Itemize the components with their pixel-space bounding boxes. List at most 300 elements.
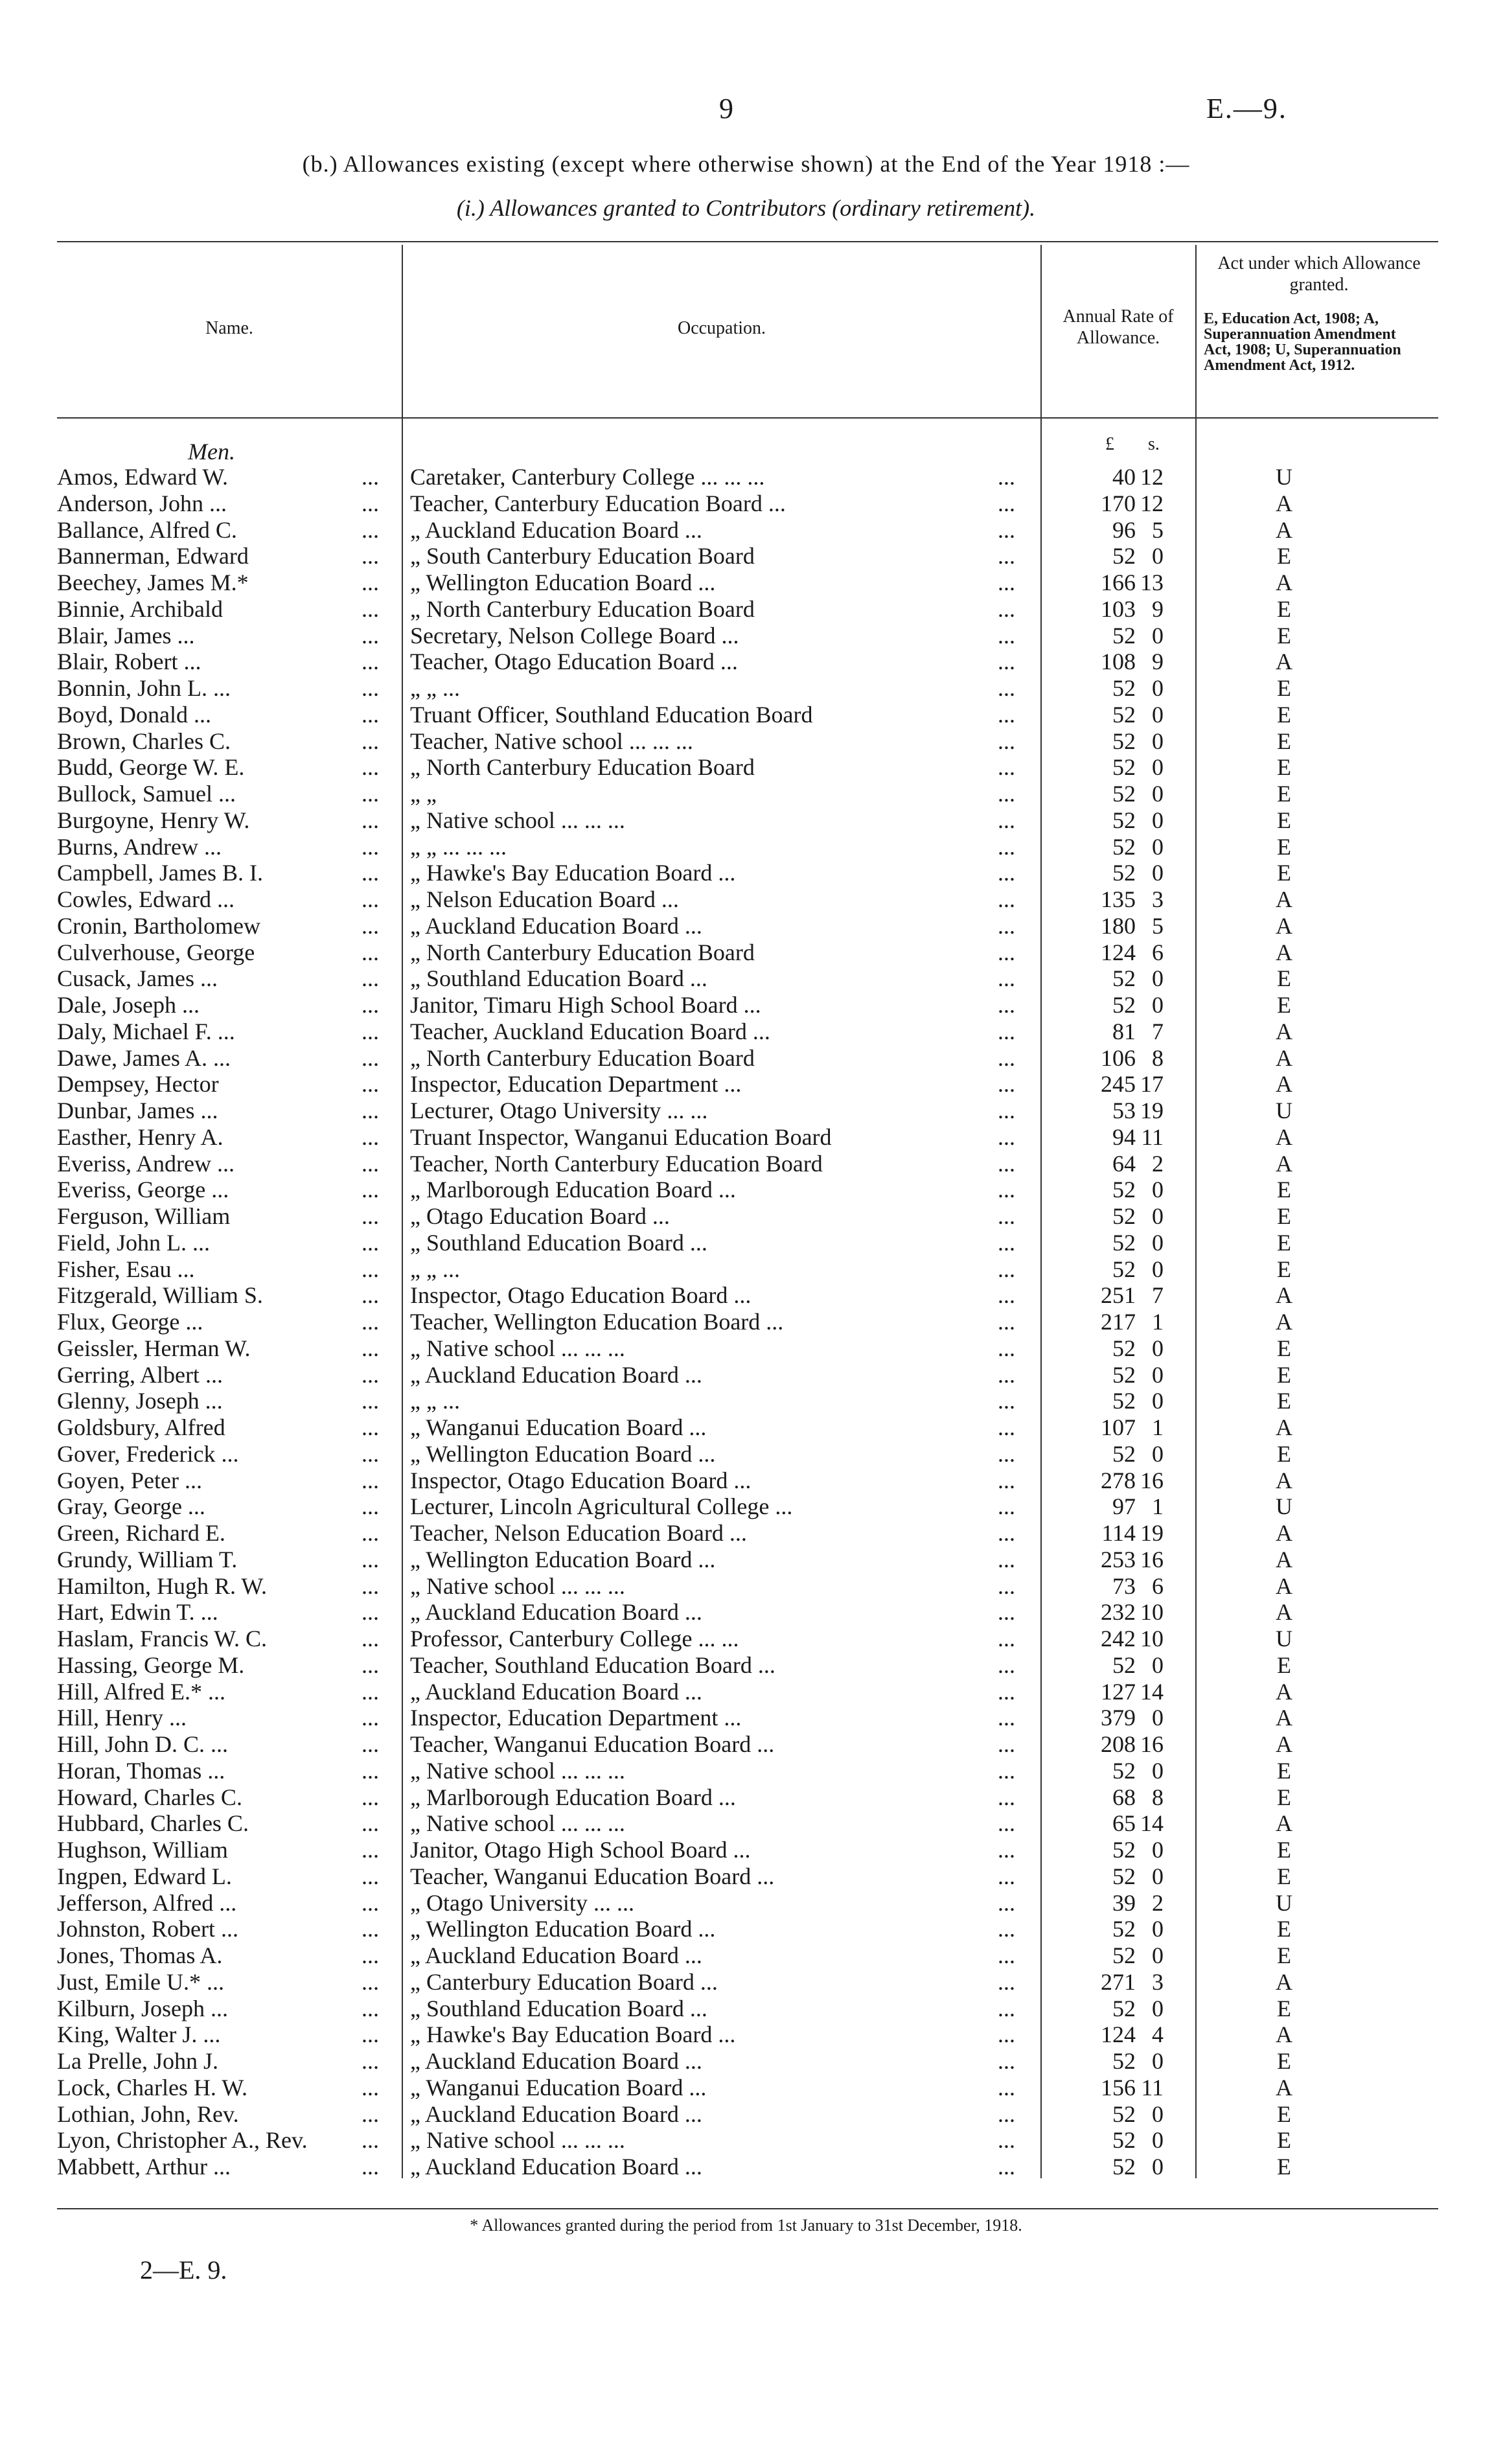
- occupation-cell: Teacher, Canterbury Education Board ...: [410, 490, 786, 516]
- table-row: [0, 834, 1492, 860]
- table-row: [0, 1124, 1492, 1151]
- table-row: [0, 2154, 1492, 2180]
- occupation-cell: „ Southland Education Board ...: [410, 965, 707, 992]
- header-name: Name.: [205, 318, 253, 338]
- occupation-cell: „ Wellington Education Board ...: [410, 570, 716, 595]
- pounds-cell: 52: [1112, 1916, 1136, 1942]
- shillings-cell: 1: [1152, 1493, 1164, 1520]
- header-occupation: Occupation.: [677, 318, 766, 338]
- pounds-cell: 208: [1101, 1731, 1136, 1757]
- name-cell: Easther, Henry A.: [57, 1123, 224, 1150]
- table-row: [0, 2127, 1492, 2154]
- section-label-men: Men.: [188, 439, 235, 465]
- pounds-cell: 170: [1101, 490, 1136, 516]
- act-cell: E: [1277, 2127, 1291, 2154]
- act-cell: E: [1277, 2101, 1291, 2127]
- occupation-leader-dots: ...: [998, 464, 1015, 490]
- shillings-cell: 0: [1152, 2154, 1164, 2180]
- name-leader-dots: ...: [362, 1889, 379, 1916]
- shillings-cell: 2: [1152, 1150, 1164, 1177]
- table-row: [0, 464, 1492, 490]
- act-cell: E: [1277, 1388, 1291, 1414]
- table-row: [0, 1679, 1492, 1705]
- table-row: [0, 543, 1492, 570]
- table-row: [0, 2021, 1492, 2048]
- name-cell: Binnie, Archibald: [57, 595, 223, 622]
- table-row: [0, 886, 1492, 913]
- pounds-cell: 52: [1112, 701, 1136, 728]
- pounds-cell: 278: [1101, 1467, 1136, 1493]
- act-cell: U: [1276, 1889, 1292, 1916]
- name-leader-dots: ...: [362, 1863, 379, 1889]
- pounds-cell: 52: [1112, 860, 1136, 886]
- occupation-cell: Inspector, Education Department ...: [410, 1705, 742, 1731]
- occupation-leader-dots: ...: [998, 1546, 1015, 1572]
- act-cell: E: [1277, 543, 1291, 570]
- occupation-leader-dots: ...: [998, 1916, 1015, 1942]
- name-leader-dots: ...: [362, 1361, 379, 1388]
- occupation-cell: „ Nelson Education Board ...: [410, 886, 679, 912]
- table-row: [0, 623, 1492, 649]
- occupation-cell: „ „ ...: [410, 1388, 460, 1414]
- name-leader-dots: ...: [362, 1388, 379, 1414]
- occupation-cell: Teacher, Wanganui Education Board ...: [410, 1731, 775, 1757]
- table-row: [0, 992, 1492, 1019]
- pounds-cell: 52: [1112, 1177, 1136, 1203]
- name-cell: Bonnin, John L. ...: [57, 675, 231, 701]
- table-row: [0, 1916, 1492, 1942]
- name-leader-dots: ...: [362, 1493, 379, 1520]
- name-cell: Blair, James ...: [57, 622, 195, 649]
- name-cell: Hughson, William: [57, 1837, 228, 1863]
- shillings-cell: 0: [1152, 1177, 1164, 1203]
- occupation-cell: „ Auckland Education Board ...: [410, 912, 702, 939]
- name-leader-dots: ...: [362, 490, 379, 516]
- pounds-cell: 52: [1112, 992, 1136, 1018]
- name-cell: Lothian, John, Rev.: [57, 2101, 239, 2127]
- act-cell: E: [1277, 1757, 1291, 1784]
- name-cell: Gerring, Albert ...: [57, 1361, 223, 1388]
- pounds-cell: 52: [1112, 2048, 1136, 2074]
- name-leader-dots: ...: [362, 2021, 379, 2048]
- occupation-cell: „ Hawke's Bay Education Board ...: [410, 860, 736, 886]
- name-cell: Goldsbury, Alfred: [57, 1414, 225, 1440]
- act-cell: E: [1277, 992, 1291, 1018]
- act-cell: E: [1277, 1942, 1291, 1968]
- name-leader-dots: ...: [362, 1467, 379, 1493]
- name-cell: Hill, Alfred E.* ...: [57, 1678, 225, 1705]
- name-leader-dots: ...: [362, 1837, 379, 1863]
- act-cell: A: [1276, 1150, 1292, 1177]
- occupation-leader-dots: ...: [998, 939, 1015, 965]
- shillings-cell: 0: [1152, 1335, 1164, 1361]
- occupation-cell: Truant Officer, Southland Education Board: [410, 701, 813, 728]
- pounds-cell: 52: [1112, 1335, 1136, 1361]
- occupation-leader-dots: ...: [998, 1520, 1015, 1546]
- shillings-cell: 16: [1140, 1467, 1164, 1493]
- shillings-cell: 1: [1152, 1414, 1164, 1440]
- occupation-cell: „ Wanganui Education Board ...: [410, 1414, 707, 1440]
- name-cell: Burgoyne, Henry W.: [57, 807, 250, 833]
- pounds-cell: 135: [1101, 886, 1136, 912]
- table-row: [0, 1652, 1492, 1679]
- occupation-leader-dots: ...: [998, 860, 1015, 886]
- pounds-cell: 64: [1112, 1150, 1136, 1177]
- occupation-leader-dots: ...: [998, 1440, 1015, 1467]
- act-cell: A: [1276, 2021, 1292, 2048]
- shillings-cell: 14: [1140, 1678, 1164, 1705]
- occupation-leader-dots: ...: [998, 1203, 1015, 1229]
- occupation-leader-dots: ...: [998, 992, 1015, 1018]
- table-row: [0, 939, 1492, 966]
- occupation-leader-dots: ...: [998, 1784, 1015, 1810]
- act-cell: E: [1277, 1256, 1291, 1282]
- name-cell: Gray, George ...: [57, 1493, 205, 1520]
- table-row: [0, 1019, 1492, 1045]
- name-leader-dots: ...: [362, 1652, 379, 1678]
- name-cell: Ingpen, Edward L.: [57, 1863, 232, 1889]
- shillings-cell: 8: [1152, 1044, 1164, 1071]
- pounds-cell: 81: [1112, 1018, 1136, 1044]
- pounds-cell: 65: [1112, 1810, 1136, 1837]
- occupation-leader-dots: ...: [998, 1493, 1015, 1520]
- occupation-leader-dots: ...: [998, 595, 1015, 622]
- name-leader-dots: ...: [362, 2154, 379, 2180]
- name-cell: Cowles, Edward ...: [57, 886, 235, 912]
- shillings-cell: 0: [1152, 1361, 1164, 1388]
- occupation-leader-dots: ...: [998, 1705, 1015, 1731]
- occupation-leader-dots: ...: [998, 1572, 1015, 1599]
- name-leader-dots: ...: [362, 1123, 379, 1150]
- name-leader-dots: ...: [362, 1414, 379, 1440]
- name-cell: Dale, Joseph ...: [57, 992, 200, 1018]
- occupation-leader-dots: ...: [998, 1256, 1015, 1282]
- occupation-cell: „ Marlborough Education Board ...: [410, 1784, 736, 1810]
- shillings-cell: 0: [1152, 1229, 1164, 1256]
- occupation-leader-dots: ...: [998, 490, 1015, 516]
- pounds-cell: 52: [1112, 2127, 1136, 2154]
- act-cell: E: [1277, 781, 1291, 807]
- occupation-leader-dots: ...: [998, 2127, 1015, 2154]
- occupation-leader-dots: ...: [998, 965, 1015, 992]
- name-cell: Cronin, Bartholomew: [57, 912, 260, 939]
- name-cell: Jones, Thomas A.: [57, 1942, 223, 1968]
- act-cell: A: [1276, 1309, 1292, 1335]
- act-cell: A: [1276, 490, 1292, 516]
- occupation-leader-dots: ...: [998, 1810, 1015, 1837]
- name-leader-dots: ...: [362, 1203, 379, 1229]
- name-leader-dots: ...: [362, 701, 379, 728]
- shillings-cell: 19: [1140, 1520, 1164, 1546]
- shillings-cell: 12: [1140, 464, 1164, 490]
- act-cell: U: [1276, 1493, 1292, 1520]
- occupation-cell: Teacher, Wanganui Education Board ...: [410, 1863, 775, 1889]
- occupation-cell: Teacher, Southland Education Board ...: [410, 1652, 775, 1678]
- name-leader-dots: ...: [362, 2101, 379, 2127]
- pounds-cell: 52: [1112, 675, 1136, 701]
- act-cell: E: [1277, 833, 1291, 860]
- table-row: [0, 1441, 1492, 1468]
- act-cell: A: [1276, 1044, 1292, 1071]
- section-heading: (b.) Allowances existing (except where otherwise shown) at the End of the Year 1918 :—: [302, 151, 1190, 177]
- table-row: [0, 596, 1492, 623]
- act-cell: E: [1277, 701, 1291, 728]
- shillings-cell: 0: [1152, 860, 1164, 886]
- act-cell: A: [1276, 1968, 1292, 1995]
- name-leader-dots: ...: [362, 1916, 379, 1942]
- act-cell: A: [1276, 1018, 1292, 1044]
- occupation-leader-dots: ...: [998, 1968, 1015, 1995]
- act-cell: A: [1276, 1123, 1292, 1150]
- table-row: [0, 1573, 1492, 1600]
- occupation-cell: „ North Canterbury Education Board: [410, 939, 755, 965]
- document-code: E.—9.: [1206, 93, 1287, 124]
- table-row: [0, 1758, 1492, 1784]
- occupation-leader-dots: ...: [998, 1071, 1015, 1098]
- table-row: [0, 517, 1492, 544]
- name-leader-dots: ...: [362, 464, 379, 490]
- table-row: [0, 1230, 1492, 1256]
- act-cell: E: [1277, 1995, 1291, 2021]
- name-cell: Beechey, James M.*: [57, 570, 249, 595]
- occupation-cell: „ Native school ... ... ...: [410, 1335, 625, 1361]
- name-leader-dots: ...: [362, 1810, 379, 1837]
- table-row: [0, 1362, 1492, 1388]
- table-row: [0, 1599, 1492, 1626]
- occupation-cell: „ „ ...: [410, 1256, 460, 1282]
- table-row: [0, 754, 1492, 781]
- pounds-cell: 124: [1101, 939, 1136, 965]
- shillings-cell: 2: [1152, 1889, 1164, 1916]
- table-row: [0, 1969, 1492, 1996]
- table-row: [0, 1996, 1492, 2022]
- pounds-cell: 52: [1112, 1440, 1136, 1467]
- occupation-leader-dots: ...: [998, 1123, 1015, 1150]
- occupation-leader-dots: ...: [998, 1282, 1015, 1309]
- occupation-cell: „ Auckland Education Board ...: [410, 2101, 702, 2127]
- name-leader-dots: ...: [362, 570, 379, 595]
- occupation-cell: „ North Canterbury Education Board: [410, 595, 755, 622]
- occupation-cell: „ Auckland Education Board ...: [410, 2048, 702, 2074]
- pounds-cell: 52: [1112, 728, 1136, 754]
- act-cell: A: [1276, 516, 1292, 543]
- shillings-cell: 0: [1152, 701, 1164, 728]
- shillings-cell: 14: [1140, 1810, 1164, 1837]
- shillings-cell: 0: [1152, 1995, 1164, 2021]
- name-cell: La Prelle, John J.: [57, 2048, 218, 2074]
- shillings-cell: 11: [1141, 2074, 1164, 2101]
- shillings-cell: 0: [1152, 2127, 1164, 2154]
- name-cell: Lock, Charles H. W.: [57, 2074, 247, 2101]
- act-cell: E: [1277, 754, 1291, 781]
- unit-pounds: £: [1105, 434, 1114, 454]
- pounds-cell: 40: [1112, 464, 1136, 490]
- name-cell: Cusack, James ...: [57, 965, 218, 992]
- act-cell: E: [1277, 728, 1291, 754]
- name-cell: Grundy, William T.: [57, 1546, 238, 1572]
- table-row: [0, 1309, 1492, 1335]
- shillings-cell: 0: [1152, 1863, 1164, 1889]
- shillings-cell: 0: [1152, 1757, 1164, 1784]
- occupation-leader-dots: ...: [998, 1863, 1015, 1889]
- table-row: [0, 728, 1492, 755]
- name-cell: Mabbett, Arthur ...: [57, 2154, 231, 2180]
- table-row: [0, 2075, 1492, 2101]
- shillings-cell: 17: [1140, 1071, 1164, 1098]
- table-row: [0, 1942, 1492, 1969]
- occupation-leader-dots: ...: [998, 781, 1015, 807]
- table-row: [0, 1493, 1492, 1520]
- allowances-table-body: [0, 464, 1492, 2180]
- name-cell: Bullock, Samuel ...: [57, 781, 236, 807]
- occupation-cell: „ Southland Education Board ...: [410, 1995, 707, 2021]
- shillings-cell: 0: [1152, 728, 1164, 754]
- occupation-leader-dots: ...: [998, 2048, 1015, 2074]
- table-row: [0, 1784, 1492, 1811]
- occupation-leader-dots: ...: [998, 1626, 1015, 1652]
- occupation-leader-dots: ...: [998, 1652, 1015, 1678]
- shillings-cell: 11: [1141, 1123, 1164, 1150]
- pounds-cell: 73: [1112, 1572, 1136, 1599]
- occupation-leader-dots: ...: [998, 1044, 1015, 1071]
- table-row: [0, 1547, 1492, 1573]
- name-cell: Glenny, Joseph ...: [57, 1388, 223, 1414]
- table-row: [0, 649, 1492, 675]
- name-cell: Amos, Edward W.: [57, 464, 228, 490]
- pounds-cell: 53: [1112, 1098, 1136, 1123]
- shillings-cell: 1: [1152, 1309, 1164, 1335]
- name-cell: Johnston, Robert ...: [57, 1916, 239, 1942]
- act-cell: E: [1277, 675, 1291, 701]
- occupation-leader-dots: ...: [998, 2154, 1015, 2180]
- name-cell: Bannerman, Edward: [57, 543, 249, 570]
- occupation-leader-dots: ...: [998, 570, 1015, 595]
- shillings-cell: 7: [1152, 1018, 1164, 1044]
- shillings-cell: 0: [1152, 833, 1164, 860]
- name-leader-dots: ...: [362, 1177, 379, 1203]
- pounds-cell: 96: [1112, 516, 1136, 543]
- name-cell: Geissler, Herman W.: [57, 1335, 251, 1361]
- pounds-cell: 271: [1101, 1968, 1136, 1995]
- act-cell: E: [1277, 1203, 1291, 1229]
- occupation-leader-dots: ...: [998, 1995, 1015, 2021]
- occupation-leader-dots: ...: [998, 516, 1015, 543]
- act-cell: A: [1276, 1599, 1292, 1626]
- pounds-cell: 107: [1101, 1414, 1136, 1440]
- pounds-cell: 124: [1101, 2021, 1136, 2048]
- name-leader-dots: ...: [362, 939, 379, 965]
- name-leader-dots: ...: [362, 912, 379, 939]
- pounds-cell: 52: [1112, 1863, 1136, 1889]
- table-row: [0, 965, 1492, 992]
- name-leader-dots: ...: [362, 649, 379, 675]
- name-leader-dots: ...: [362, 1098, 379, 1123]
- occupation-cell: „ North Canterbury Education Board: [410, 754, 755, 781]
- name-cell: Dunbar, James ...: [57, 1098, 218, 1123]
- table-row: [0, 1468, 1492, 1494]
- table-row: [0, 1731, 1492, 1758]
- unit-shillings: s.: [1148, 434, 1160, 454]
- name-cell: Daly, Michael F. ...: [57, 1018, 235, 1044]
- occupation-leader-dots: ...: [998, 2021, 1015, 2048]
- shillings-cell: 12: [1140, 490, 1164, 516]
- act-cell: E: [1277, 860, 1291, 886]
- name-leader-dots: ...: [362, 1705, 379, 1731]
- act-cell: E: [1277, 1229, 1291, 1256]
- act-cell: E: [1277, 1863, 1291, 1889]
- name-cell: Howard, Charles C.: [57, 1784, 242, 1810]
- occupation-leader-dots: ...: [998, 543, 1015, 570]
- pounds-cell: 52: [1112, 833, 1136, 860]
- name-leader-dots: ...: [362, 1282, 379, 1309]
- name-cell: Hamilton, Hugh R. W.: [57, 1572, 268, 1599]
- pounds-cell: 108: [1101, 649, 1136, 675]
- name-leader-dots: ...: [362, 1731, 379, 1757]
- occupation-leader-dots: ...: [998, 1889, 1015, 1916]
- shillings-cell: 0: [1152, 1652, 1164, 1678]
- occupation-cell: „ North Canterbury Education Board: [410, 1044, 755, 1071]
- shillings-cell: 0: [1152, 754, 1164, 781]
- shillings-cell: 5: [1152, 516, 1164, 543]
- pounds-cell: 94: [1112, 1123, 1136, 1150]
- name-cell: Burns, Andrew ...: [57, 833, 222, 860]
- act-cell: E: [1277, 1784, 1291, 1810]
- name-leader-dots: ...: [362, 516, 379, 543]
- act-cell: A: [1276, 1520, 1292, 1546]
- name-cell: Kilburn, Joseph ...: [57, 1995, 228, 2021]
- occupation-cell: Teacher, Otago Education Board ...: [410, 649, 738, 675]
- name-leader-dots: ...: [362, 1229, 379, 1256]
- occupation-cell: „ Native school ... ... ...: [410, 1810, 625, 1837]
- name-leader-dots: ...: [362, 1520, 379, 1546]
- act-cell: E: [1277, 595, 1291, 622]
- name-leader-dots: ...: [362, 1256, 379, 1282]
- table-row: [0, 2101, 1492, 2128]
- shillings-cell: 0: [1152, 675, 1164, 701]
- name-leader-dots: ...: [362, 1626, 379, 1652]
- shillings-cell: 16: [1140, 1731, 1164, 1757]
- pounds-cell: 52: [1112, 781, 1136, 807]
- act-cell: A: [1276, 1282, 1292, 1309]
- pounds-cell: 68: [1112, 1784, 1136, 1810]
- table-row: [0, 860, 1492, 886]
- act-cell: A: [1276, 886, 1292, 912]
- name-cell: Boyd, Donald ...: [57, 701, 211, 728]
- name-cell: Anderson, John ...: [57, 490, 227, 516]
- occupation-leader-dots: ...: [998, 1837, 1015, 1863]
- table-row: [0, 1705, 1492, 1731]
- name-cell: Blair, Robert ...: [57, 649, 201, 675]
- act-cell: A: [1276, 2074, 1292, 2101]
- shillings-cell: 0: [1152, 1203, 1164, 1229]
- act-cell: A: [1276, 1705, 1292, 1731]
- act-cell: E: [1277, 2154, 1291, 2180]
- occupation-leader-dots: ...: [998, 1414, 1015, 1440]
- occupation-leader-dots: ...: [998, 675, 1015, 701]
- occupation-cell: „ Auckland Education Board ...: [410, 1361, 702, 1388]
- name-leader-dots: ...: [362, 886, 379, 912]
- shillings-cell: 9: [1152, 595, 1164, 622]
- pounds-cell: 52: [1112, 1837, 1136, 1863]
- occupation-leader-dots: ...: [998, 754, 1015, 781]
- occupation-cell: „ Native school ... ... ...: [410, 807, 625, 833]
- occupation-cell: „ „ ... ... ...: [410, 833, 507, 860]
- pounds-cell: 52: [1112, 1757, 1136, 1784]
- table-row: [0, 1890, 1492, 1917]
- act-cell: A: [1276, 1414, 1292, 1440]
- shillings-cell: 0: [1152, 965, 1164, 992]
- occupation-cell: „ Wellington Education Board ...: [410, 1546, 716, 1572]
